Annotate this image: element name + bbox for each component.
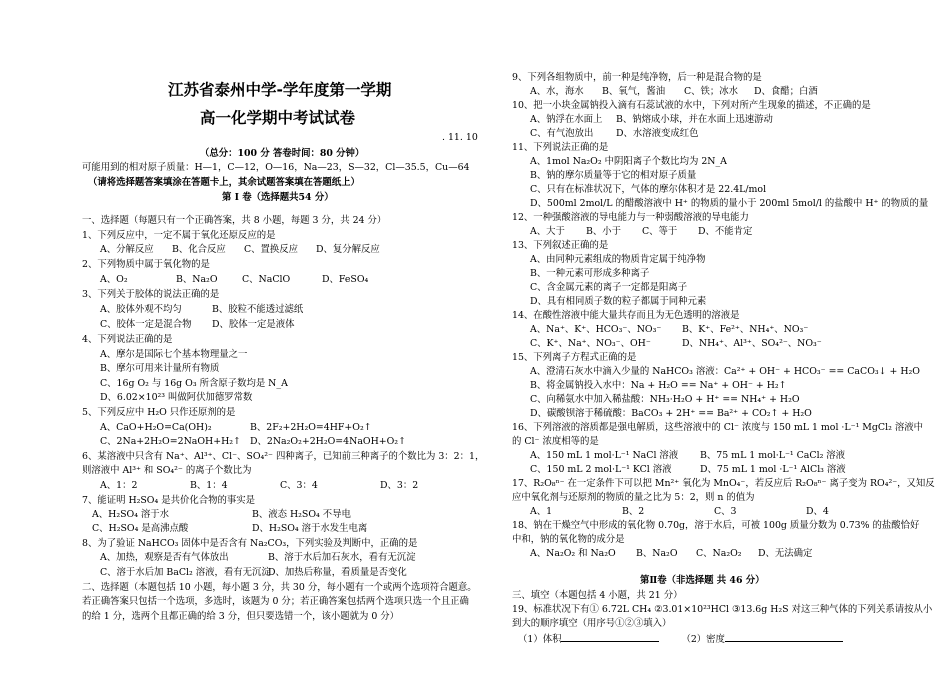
option: C、3 (714, 506, 737, 517)
question-10-options-cd (530, 127, 699, 140)
part1-heading: 第 I 卷（选择题共54 分） (222, 192, 334, 203)
question-15: 15、下列离子方程式正确的是 (512, 352, 637, 363)
question-10-options-ab (530, 113, 773, 126)
question-7-options-ab (92, 508, 351, 521)
option: C、置换反应 (244, 244, 299, 255)
section2-rule-1: 若正确答案只包括一个选项，多选时，该题为 0 分；若正确答案包括两个选项只选一个且正确 (82, 596, 469, 607)
option: A、CaO+H₂O=Ca(OH)₂ (100, 422, 212, 433)
option: B、Na₂O (636, 548, 678, 559)
density-answer-blank[interactable] (725, 631, 843, 642)
part2-heading: 第Ⅱ卷（非选择题 共 46 分） (640, 575, 765, 586)
blank-label-density: （2）密度 (681, 634, 725, 645)
option: A、1：2 (100, 480, 138, 491)
question-18-options (530, 547, 812, 560)
option: D、75 mL 1 mol ·L⁻¹ AlCl₃ 溶液 (700, 464, 846, 475)
option: A、加热，观察是否有气体放出 (100, 552, 229, 563)
option: D、加热后称量，看质量是否变化 (268, 567, 407, 578)
section2-heading: 二、选择题（本题包括 10 小题，每小题 3 分，共 30 分，每小题有一个或两个选项符合题意。 (82, 582, 477, 593)
option: A、摩尔是国际七个基本物理量之一 (100, 349, 248, 360)
option: C、2Na+2H₂O=2NaOH+H₂↑ (100, 436, 241, 447)
option: C、Na₂O₂ (696, 548, 742, 559)
option: C、16g O₂ 与 16g O₃ 所含原子数均是 N_A (100, 378, 288, 389)
option: C、只有在标准状况下，气体的摩尔体积才是 22.4L/mol (530, 184, 767, 195)
question-5: 5、下列反应中 H₂O 只作还原剂的是 (82, 407, 236, 418)
title-line2: 高一化学期中考试试卷 (200, 109, 356, 127)
question-5-options-cd (100, 435, 406, 448)
option: A、1mol Na₂O₂ 中阴阳离子个数比均为 2N_A (530, 156, 727, 167)
option: A、H₂SO₄ 溶于水 (92, 509, 170, 520)
option: B、K⁺、Fe²⁺、NH₄⁺、NO₃⁻ (682, 324, 809, 335)
question-16-options-ab (530, 449, 845, 462)
question-14-options-ab (530, 323, 808, 336)
option: D、水溶液变成红色 (616, 128, 699, 139)
question-7-options-cd (92, 522, 367, 535)
option: C、胶体一定是混合物 (100, 319, 192, 330)
option: D、胶体一定是液体 (212, 319, 295, 330)
option: B、将金属钠投入水中：Na + H₂O == Na⁺ + OH⁻ + H₂↑ (530, 380, 787, 391)
question-12: 12、一种强酸溶液的导电能力与一种弱酸溶液的导电能力 (512, 212, 749, 223)
option: C、有气泡放出 (530, 128, 594, 139)
option: D、食醋；白酒 (754, 86, 818, 97)
option: B、钠的摩尔质量等于它的相对原子质量 (530, 170, 697, 181)
option: C、150 mL 2 mol·L⁻¹ KCl 溶液 (530, 464, 672, 475)
option: B、化合反应 (172, 244, 226, 255)
blank-label-volume: （1）体积 (518, 634, 562, 645)
option: D、不能肯定 (698, 226, 753, 237)
question-9: 9、下列各组物质中，前一种是纯净物，后一种是混合物的是 (512, 72, 762, 83)
score-time: （总分：100 分 答卷时间：80 分钟） (200, 148, 365, 159)
option: A、1 (530, 506, 553, 517)
option: D、复分解反应 (316, 244, 380, 255)
question-6: 6、某溶液中只含有 Na⁺、Al³⁺、Cl⁻、SO₄²⁻ 四种离子，已知前三种离子的个数比为 3：2：1， (82, 451, 485, 462)
option: D、具有相同质子数的粒子都属于同种元素 (530, 296, 707, 307)
option: D、NH₄⁺、Al³⁺、SO₄²⁻、NO₃⁻ (682, 338, 822, 349)
option: B、胶粒不能透过滤纸 (212, 304, 304, 315)
question-12-options (530, 225, 752, 238)
section1-heading: 一、选择题（每题只有一个正确答案，共 8 小题，每题 3 分，共 24 分） (82, 215, 387, 226)
option: D、4 (806, 506, 829, 517)
option: B、摩尔可用来计量所有物质 (100, 363, 220, 374)
question-17: 17、R₂O₈ⁿ⁻ 在一定条件下可以把 Mn²⁺ 氧化为 MnO₄⁻，若反应后 R₂O₈ⁿ⁻ 离子变为 RO₄²⁻，又知反 (512, 478, 935, 489)
question-3-options-ab (100, 303, 303, 316)
question-2-options (100, 273, 368, 286)
option: A、分解反应 (100, 244, 154, 255)
option: D、H₂SO₄ 溶于水发生电离 (252, 523, 368, 534)
option: B、溶于水后加石灰水，看有无沉淀 (268, 552, 416, 563)
option: B、一种元素可形成多种离子 (530, 268, 650, 279)
option: A、钠浮在水面上 (530, 114, 603, 125)
question-9-options (530, 85, 818, 98)
question-19: 19、标准状况下有① 6.72L CH₄ ②3.01×10²³HCl ③13.6g H₂S 对这三种气体的下列关系请按从小 (512, 604, 933, 615)
option: C、含金属元素的离子一定都是阳离子 (530, 282, 688, 293)
option: B、2F₂+2H₂O=4HF+O₂↑ (250, 422, 372, 433)
option: C、NaClO (242, 274, 291, 285)
option: A、水，海水 (530, 86, 584, 97)
question-18-cont: 中和，钠的氧化物的成分是 (512, 534, 625, 545)
option: B、小于 (586, 226, 622, 237)
option: D、3：2 (380, 480, 419, 491)
option: C、等于 (642, 226, 678, 237)
question-8-options-cd (100, 566, 407, 579)
option: D、FeSO₄ (322, 274, 369, 285)
option: A、O₂ (100, 274, 128, 285)
option: C、向稀氨水中加入稀盐酸：NH₃·H₂O + H⁺ == NH₄⁺ + H₂O (530, 394, 800, 405)
answer-note: （请将选择题答案填涂在答题卡上，其余试题答案填在答题纸上） (88, 177, 360, 188)
question-7: 7、能证明 H₂SO₄ 是共价化合物的事实是 (82, 495, 255, 506)
question-16-options-cd (530, 463, 846, 476)
option: B、1：4 (190, 480, 228, 491)
option: A、胶体外观不均匀 (100, 304, 182, 315)
question-16: 16、下列溶液的溶质都是强电解质，这些溶液中的 Cl⁻ 浓度与 150 mL 1 mol ·L⁻¹ MgCl₂ 溶液中 (512, 422, 923, 433)
option: C、3：4 (280, 480, 318, 491)
volume-answer-blank[interactable] (561, 631, 659, 642)
section2-rule-2: 的给 1 分，选两个且都正确的给 3 分，但只要选错一个，该小题就为 0 分） (82, 611, 400, 622)
question-18: 18、钠在干燥空气中形成的氧化物 0.70g，溶于水后，可被 100g 质量分数为 0.73% 的盐酸恰好 (512, 520, 920, 531)
option: D、碳酸钡溶于稀硫酸：BaCO₃ + 2H⁺ == Ba²⁺ + CO₂↑ + H₂O (530, 408, 812, 419)
question-6-options (100, 479, 418, 492)
option: C、溶于水后加 BaCl₂ 溶液，看有无沉淀 (100, 567, 271, 578)
option: D、2Na₂O₂+2H₂O=4NaOH+O₂↑ (250, 436, 406, 447)
exam-date: . 11. 10 (442, 132, 478, 143)
question-13: 13、下列叙述正确的是 (512, 240, 609, 251)
question-3-options-cd (100, 318, 295, 331)
question-3: 3、下列关于胶体的说法正确的是 (82, 289, 220, 300)
question-5-options-ab (100, 421, 372, 434)
option: C、铁；冰水 (684, 86, 739, 97)
option: B、75 mL 1 mol·L⁻¹ CaCl₂ 溶液 (700, 450, 846, 461)
option: A、Na⁺、K⁺、HCO₃⁻、NO₃⁻ (530, 324, 662, 335)
question-2: 2、下列物质中属于氧化物的是 (82, 259, 210, 270)
option: D、6.02×10²³ 叫做阿伏加德罗常数 (100, 392, 253, 403)
question-8: 8、为了验证 NaHCO₃ 固体中是否含有 Na₂CO₃，下列实验及判断中，正确的是 (82, 538, 418, 549)
question-16-cont: 的 Cl⁻ 浓度相等的是 (512, 436, 599, 447)
option: B、钠熔成小球，并在水面上迅速游动 (616, 114, 773, 125)
option: B、液态 H₂SO₄ 不导电 (252, 509, 351, 520)
question-1: 1、下列反应中，一定不属于氧化还原反应的是 (82, 230, 276, 241)
option: B、Na₂O (176, 274, 218, 285)
question-14-options-cd (530, 337, 822, 350)
option: D、无法确定 (758, 548, 813, 559)
question-4: 4、下列说法正确的是 (82, 334, 173, 345)
question-17-cont: 应中氧化剂与还原剂的物质的量之比为 5：2，则 n 的值为 (512, 492, 755, 503)
option: C、K⁺、Na⁺、NO₃⁻、OH⁻ (530, 338, 651, 349)
title-line1: 江苏省泰州中学-学年度第一学期 (168, 81, 392, 99)
section3-heading: 三、填空（本题包括 4 小题，共 21 分） (512, 590, 683, 601)
option: B、2 (622, 506, 645, 517)
question-11: 11、下列说法正确的是 (512, 142, 609, 153)
question-17-options (530, 505, 829, 518)
question-8-options-ab (100, 551, 416, 564)
question-19-blanks (518, 631, 843, 646)
option: C、H₂SO₄ 是高沸点酸 (92, 523, 189, 534)
option: A、150 mL 1 mol·L⁻¹ NaCl 溶液 (530, 450, 679, 461)
option: A、澄清石灰水中滴入少量的 NaHCO₃ 溶液：Ca²⁺ + OH⁻ + HCO₃⁻ == CaCO₃↓ + H₂O (530, 366, 920, 377)
question-1-options (100, 243, 380, 256)
option: A、Na₂O₂ 和 Na₂O (530, 548, 616, 559)
question-14: 14、在酸性溶液中能大量共存而且为无色透明的溶液是 (512, 310, 740, 321)
atomic-masses: 可能用到的相对原子质量：H—1，C—12，O—16，Na—23，S—32，Cl—35.5，Cu—64 (82, 162, 470, 173)
option: D、500ml 2mol/L 的醋酸溶液中 H⁺ 的物质的量小于 200ml 5mol/l 的盐酸中 H⁺ 的物质的量 (530, 198, 929, 209)
question-10: 10、把一小块金属钠投入滴有石蕊试液的水中，下列对所产生现象的描述，不正确的是 (512, 100, 871, 111)
question-19-cont: 到大的顺序填空（用序号①②③填入） (512, 618, 672, 629)
option: A、由同种元素组成的物质肯定属于纯净物 (530, 254, 706, 265)
option: A、大于 (530, 226, 565, 237)
question-6-cont: 则溶液中 Al³⁺ 和 SO₄²⁻ 的离子个数比为 (82, 465, 252, 476)
option: B、氧气，酱油 (602, 86, 666, 97)
